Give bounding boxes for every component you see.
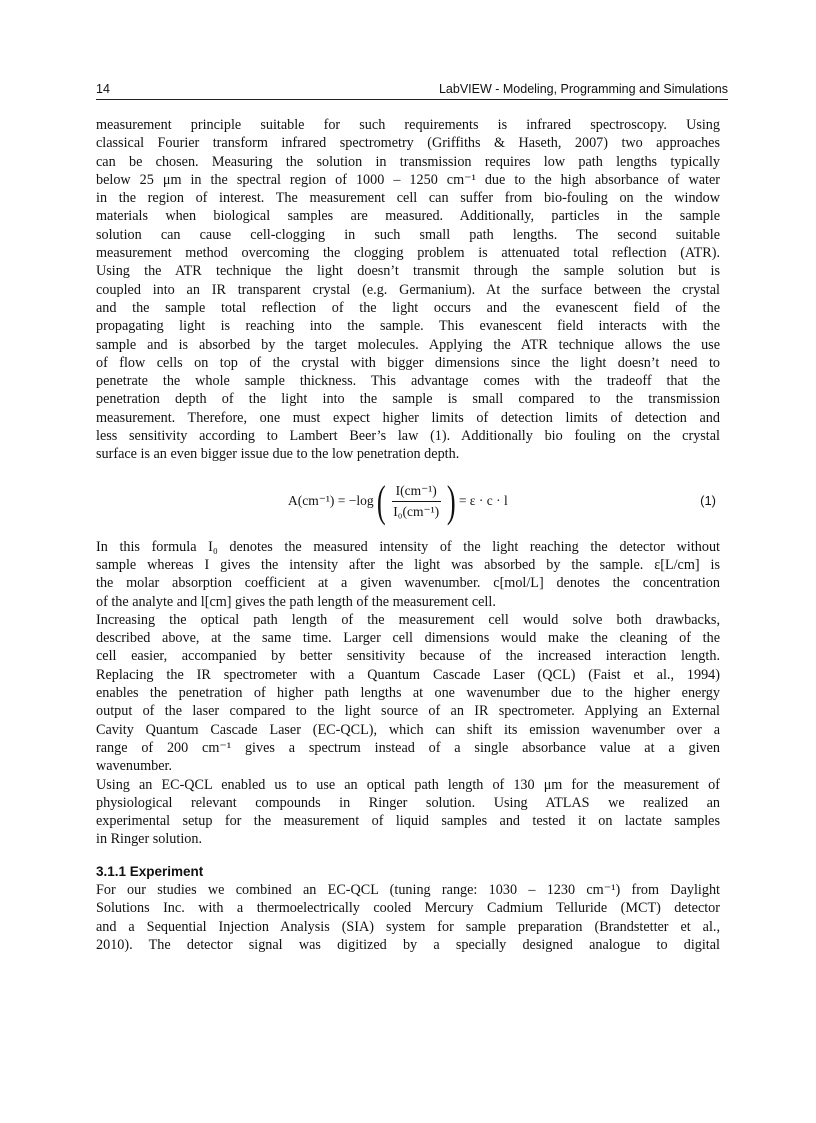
right-paren: ) xyxy=(447,476,456,526)
text-line: sample whereas I gives the intensity after the light was absorbed by the sample. ε[L/cm] is xyxy=(96,556,720,573)
equation-numerator: I(cm⁻¹) xyxy=(392,482,441,502)
text-line: less sensitivity according to Lambert Beer’s law (1). Additionally bio fouling on the crystal xyxy=(96,428,720,445)
text-line: the molar absorption coefficient at a given wavenumber. c[mol/L] denotes the concentration xyxy=(96,575,720,592)
text-line: below 25 μm in the spectral region of 1000 – 1250 cm⁻¹ due to the high absorbance of water xyxy=(96,171,720,188)
paragraph-2 xyxy=(96,538,720,611)
text-line: surface is an even bigger issue due to the low penetration depth. xyxy=(96,446,460,463)
text-line: cell easier, accompanied by better sensitivity because of the increased interaction length. xyxy=(96,648,720,665)
equation-lhs: A(cm⁻¹) = −log xyxy=(288,493,374,509)
page-header xyxy=(96,81,728,100)
paragraph-4 xyxy=(96,776,720,849)
text-line: can be chosen. Measuring the solution in transmission requires low path lengths typically xyxy=(96,153,720,170)
equation-block xyxy=(96,472,720,532)
text-line: range of 200 cm⁻¹ gives a spectrum instead of a single absorbance value at a given xyxy=(96,739,720,756)
text-line: and the sample total reflection of the light occurs and the evanescent field of the xyxy=(96,299,720,316)
paragraph-1 xyxy=(96,116,720,464)
equation-denominator: I₀(cm⁻¹) xyxy=(393,504,440,520)
text-line: enables the penetration of higher path lengths at one wavenumber due to the higher energy xyxy=(96,685,720,702)
text-line: output of the laser compared to the light source of an IR spectrometer. Applying an External xyxy=(96,703,720,720)
paragraph-3 xyxy=(96,611,720,776)
equation-number: (1) xyxy=(700,492,716,508)
text-line: in the region of interest. The measurement cell can suffer from bio-fouling on the window xyxy=(96,190,720,207)
text-line: materials when biological samples are measured. Additionally, particles in the sample xyxy=(96,208,720,225)
text-line: penetration depth of the light into the sample is small compared to the transmission xyxy=(96,391,720,408)
text-line: measurement principle suitable for such requirements is infrared spectroscopy. Using xyxy=(96,117,720,133)
text-line: wavenumber. xyxy=(96,758,173,775)
text-line: of the analyte and l[cm] gives the path length of the measurement cell. xyxy=(96,593,496,610)
text-line: coupled into an IR transparent crystal (e.g. Germanium). At the surface between the crystal xyxy=(96,281,720,298)
equation-fraction xyxy=(389,482,443,522)
text-line: physiological relevant compounds in Ringer solution. Using ATLAS we realized an xyxy=(96,794,720,811)
body-text xyxy=(96,116,720,954)
text-line: classical Fourier transform infrared spectrometry (Griffiths & Haseth, 2007) two approaches xyxy=(96,135,720,152)
text-line: 2010). The detector signal was digitized by a specially designed analogue to digital xyxy=(96,936,720,953)
page-number: 14 xyxy=(96,82,110,96)
text-line: Increasing the optical path length of the measurement cell would solve both drawbacks, xyxy=(96,611,720,628)
text-line: solution can cause cell-clogging in such small path lengths. The second suitable xyxy=(96,226,720,243)
text-line: measurement method overcoming the clogging problem is attenuated total reflection (ATR). xyxy=(96,245,720,262)
text-line: experimental setup for the measurement of liquid samples and tested it on lactate samples xyxy=(96,813,720,830)
paragraph-5 xyxy=(96,881,720,954)
text-line: measurement. Therefore, one must expect higher limits of detection limits of detection and xyxy=(96,409,720,426)
left-paren: ( xyxy=(376,476,386,526)
text-line: Using the ATR technique the light doesn’t transmit through the sample solution but is xyxy=(96,263,720,280)
text-line: sample and is absorbed by the target molecules. Applying the ATR technique allows the use xyxy=(96,336,720,353)
text-line: described above, at the same time. Larger cell dimensions would make the cleaning of the xyxy=(96,630,720,647)
text-line: and a Sequential Injection Analysis (SIA) system for sample preparation (Brandstetter et al., xyxy=(96,918,720,935)
text-line: penetrate the whole sample thickness. This advantage comes with the tradeoff that the xyxy=(96,373,720,390)
equation-rhs: = ε · c · l xyxy=(458,493,508,509)
text-line: in Ringer solution. xyxy=(96,831,203,848)
text-line: of flow cells on top of the crystal with bigger dimensions since the light doesn’t need to xyxy=(96,354,720,371)
lambert-beer-equation xyxy=(288,472,508,532)
section-heading: 3.1.1 Experiment xyxy=(96,863,204,879)
text-line: Solutions Inc. with a thermoelectrically cooled Mercury Cadmium Telluride (MCT) detector xyxy=(96,900,720,917)
text-line: In this formula I₀ denotes the measured intensity of the light reaching the detector without xyxy=(96,538,720,555)
text-line: Using an EC-QCL enabled us to use an optical path length of 130 μm for the measurement of xyxy=(96,776,720,793)
text-line: Replacing the IR spectrometer with a Quantum Cascade Laser (QCL) (Faist et al., 1994) xyxy=(96,666,720,683)
text-line: For our studies we combined an EC-QCL (tuning range: 1030 – 1230 cm⁻¹) from Daylight xyxy=(96,881,720,898)
text-line: propagating light is reaching into the sample. This evanescent field interacts with the xyxy=(96,318,720,335)
text-line: Cavity Quantum Cascade Laser (EC-QCL), which can shift its emission wavenumber over a xyxy=(96,721,720,738)
running-title: LabVIEW - Modeling, Programming and Simulations xyxy=(438,82,728,96)
